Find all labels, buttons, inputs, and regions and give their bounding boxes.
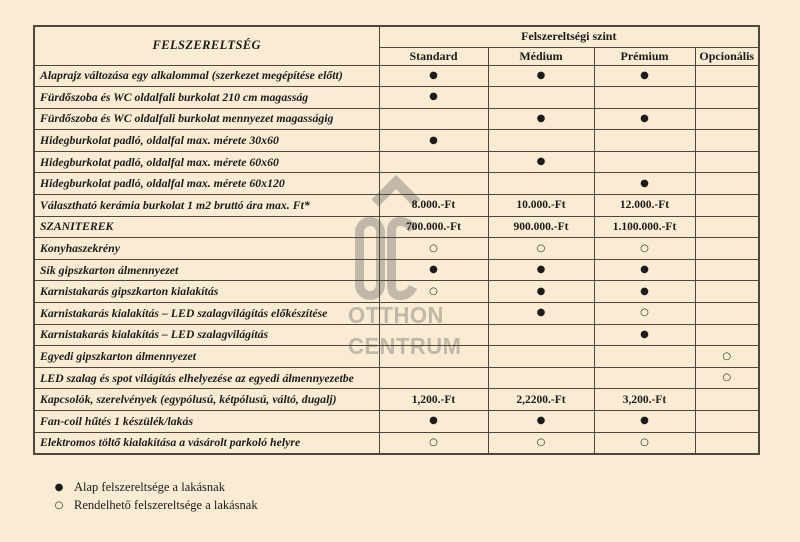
watermark-word-centrum: CENTRUM <box>348 333 462 360</box>
table-row <box>34 389 759 411</box>
cell-premium: 1.100.000.-Ft <box>594 216 695 238</box>
cell-premium: ● <box>594 281 695 303</box>
row-label: Karnistakarás gipszkarton kialakítás <box>34 281 379 303</box>
row-label: Hidegburkolat padló, oldalfal max. mérete 30x60 <box>34 130 379 152</box>
cell-opcionalis <box>695 324 759 346</box>
cell-standard <box>379 108 488 130</box>
cell-premium: ● <box>594 259 695 281</box>
row-label: Karnistakarás kialakítás – LED szalagvilágítás <box>34 324 379 346</box>
legend <box>52 478 258 514</box>
cell-medium: 900.000.-Ft <box>488 216 594 238</box>
cell-premium: ● <box>594 173 695 195</box>
row-label: LED szalag és spot világítás elhelyezése az egyedi álmennyezetbe <box>34 367 379 389</box>
cell-medium: ● <box>488 108 594 130</box>
cell-standard <box>379 367 488 389</box>
cell-opcionalis <box>695 259 759 281</box>
table-row <box>34 65 759 87</box>
cell-opcionalis <box>695 130 759 152</box>
cell-standard: 1,200.-Ft <box>379 389 488 411</box>
table-row <box>34 173 759 195</box>
cell-premium: ○ <box>594 238 695 260</box>
row-label: Sík gipszkarton álmennyezet <box>34 259 379 281</box>
cell-opcionalis: ○ <box>695 367 759 389</box>
table-row <box>34 346 759 368</box>
cell-medium <box>488 87 594 109</box>
open-dot-icon: ○ <box>54 499 64 511</box>
cell-medium: ● <box>488 281 594 303</box>
cell-opcionalis <box>695 108 759 130</box>
cell-opcionalis <box>695 151 759 173</box>
row-label: Hidegburkolat padló, oldalfal max. mérete 60x120 <box>34 173 379 195</box>
cell-premium: 3,200.-Ft <box>594 389 695 411</box>
cell-medium <box>488 173 594 195</box>
row-label: Karnistakarás kialakítás – LED szalagvilágítás előkészítése <box>34 303 379 325</box>
cell-premium <box>594 151 695 173</box>
legend-text-optional: Rendelhető felszereltsége a lakásnak <box>74 497 258 512</box>
table-row <box>34 238 759 260</box>
cell-medium: ● <box>488 259 594 281</box>
row-label: Fürdőszoba és WC oldalfali burkolat 210 cm magasság <box>34 87 379 109</box>
cell-medium: ○ <box>488 432 594 454</box>
cell-opcionalis <box>695 303 759 325</box>
cell-standard <box>379 303 488 325</box>
cell-standard: ● <box>379 87 488 109</box>
equipment-table <box>33 25 760 455</box>
legend-text-base: Alap felszereltsége a lakásnak <box>74 479 225 494</box>
cell-standard: ○ <box>379 432 488 454</box>
column-header-premium: Prémium <box>594 47 695 65</box>
table-row <box>34 367 759 389</box>
column-header-standard: Standard <box>379 47 488 65</box>
cell-standard: ○ <box>379 281 488 303</box>
cell-opcionalis <box>695 281 759 303</box>
cell-standard: ● <box>379 65 488 87</box>
row-label: Konyhaszekrény <box>34 238 379 260</box>
cell-standard <box>379 324 488 346</box>
cell-medium <box>488 346 594 368</box>
cell-standard: ● <box>379 411 488 433</box>
cell-medium: ● <box>488 65 594 87</box>
table-header <box>34 26 759 65</box>
row-label: SZANITEREK <box>34 216 379 238</box>
cell-opcionalis <box>695 238 759 260</box>
cell-premium <box>594 87 695 109</box>
cell-premium: ○ <box>594 303 695 325</box>
cell-medium: ● <box>488 303 594 325</box>
filled-dot-icon: ● <box>54 481 64 493</box>
column-header-opcionalis: Opcionális <box>695 47 759 65</box>
row-label: Egyedi gipszkarton álmennyezet <box>34 346 379 368</box>
row-label: Hidegburkolat padló, oldalfal max. mérete 60x60 <box>34 151 379 173</box>
cell-premium: ● <box>594 411 695 433</box>
row-label: Kapcsolók, szerelvények (egypólusú, kétpólusú, váltó, dugalj) <box>34 389 379 411</box>
legend-item-base <box>52 478 258 496</box>
column-header-medium: Médium <box>488 47 594 65</box>
cell-medium <box>488 367 594 389</box>
table-row <box>34 281 759 303</box>
cell-standard: ● <box>379 130 488 152</box>
table-row <box>34 151 759 173</box>
table-row <box>34 108 759 130</box>
cell-opcionalis <box>695 411 759 433</box>
cell-opcionalis <box>695 195 759 217</box>
table-row <box>34 195 759 217</box>
table-row <box>34 216 759 238</box>
cell-premium: 12.000.-Ft <box>594 195 695 217</box>
cell-opcionalis <box>695 432 759 454</box>
table-row <box>34 303 759 325</box>
cell-premium: ● <box>594 108 695 130</box>
cell-standard <box>379 151 488 173</box>
cell-opcionalis <box>695 173 759 195</box>
column-group-header-felszereltsegi-szint: Felszereltségi szint <box>379 26 759 47</box>
row-label: Elektromos töltő kialakítása a vásárolt parkoló helyre <box>34 432 379 454</box>
row-label: Fan-coil hűtés 1 készülék/lakás <box>34 411 379 433</box>
cell-standard <box>379 173 488 195</box>
cell-medium: 2,2200.-Ft <box>488 389 594 411</box>
cell-opcionalis <box>695 389 759 411</box>
cell-premium: ● <box>594 65 695 87</box>
table-body <box>34 65 759 454</box>
cell-opcionalis: ○ <box>695 346 759 368</box>
row-label: Fürdőszoba és WC oldalfali burkolat mennyezet magasságig <box>34 108 379 130</box>
row-label: Választható kerámia burkolat 1 m2 bruttó ára max. Ft* <box>34 195 379 217</box>
cell-standard: ○ <box>379 238 488 260</box>
table-row <box>34 324 759 346</box>
cell-premium: ● <box>594 324 695 346</box>
table-row <box>34 259 759 281</box>
table-row <box>34 432 759 454</box>
cell-opcionalis <box>695 87 759 109</box>
row-label: Alaprajz változása egy alkalommal (szerkezet megépítése előtt) <box>34 65 379 87</box>
cell-standard: ● <box>379 259 488 281</box>
column-header-felszereltseg: FELSZERELTSÉG <box>34 26 379 65</box>
cell-medium: 10.000.-Ft <box>488 195 594 217</box>
cell-premium <box>594 367 695 389</box>
cell-premium <box>594 346 695 368</box>
cell-premium: ○ <box>594 432 695 454</box>
cell-standard <box>379 346 488 368</box>
table-row <box>34 130 759 152</box>
cell-standard: 700.000.-Ft <box>379 216 488 238</box>
cell-medium <box>488 130 594 152</box>
cell-standard: 8.000.-Ft <box>379 195 488 217</box>
cell-medium <box>488 324 594 346</box>
cell-premium <box>594 130 695 152</box>
cell-opcionalis <box>695 216 759 238</box>
table-row <box>34 87 759 109</box>
cell-opcionalis <box>695 65 759 87</box>
cell-medium: ● <box>488 151 594 173</box>
watermark-word-otthon: OTTHON <box>348 302 444 329</box>
legend-item-optional <box>52 496 258 514</box>
cell-medium: ○ <box>488 238 594 260</box>
cell-medium: ● <box>488 411 594 433</box>
table-row <box>34 411 759 433</box>
